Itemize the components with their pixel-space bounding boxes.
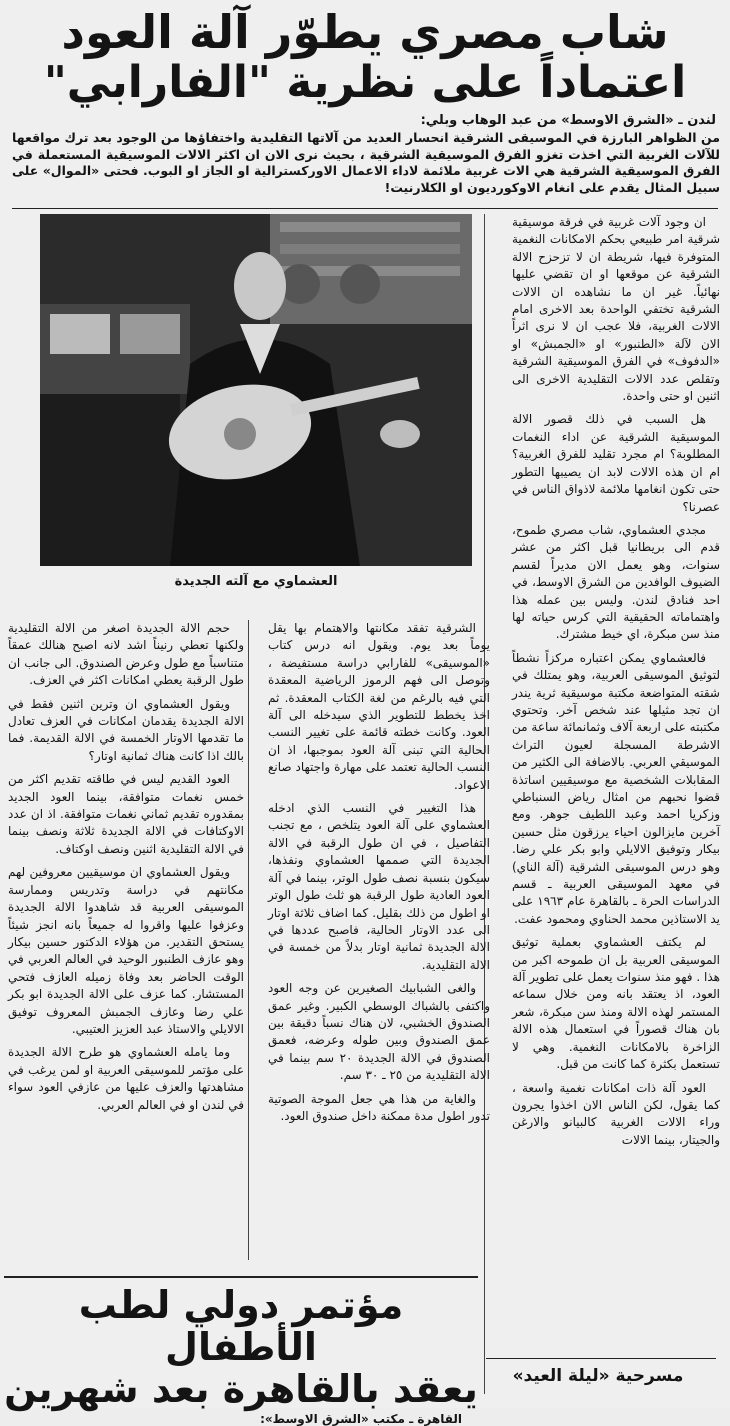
paragraph: وما يامله العشماوي هو طرح الالة الجديدة على مؤتمر للموسيقى العربية او لمن يرغب في مشاهدتها والعزف عليها من عازفي العود سواء في لندن او في العالم العربي.: [8, 1045, 244, 1112]
paragraph: فالعشماوي يمكن اعتباره مركزاً نشطاً لتوثيق الموسيقى العربية، وهو يمتلك في شقته المتواضعة مكتبة موسيقية ثرية يندر ان تجد مثيلها عند شخص آخر. وتحتوي مكتبته على اربعة آلاف وثمانمائة ساعة من الاشرطة المسجلة لعيون التراث الموسيقي العربي. بالاضافة الى الكثير من المقابلات الشخصية مع موسيقيين اساتذة قضوا نحبهم من امثال رياض السنباطي وزكريا احمد وعبد اللطيف جوهر. ومع آخرين مايزالون احياء يرزقون مثل حسين بيكار وتوفيق الالايلي وابو بكر علي رضا. وهو درس الموسيقى الشرقية (آلة الناي) في معهد الموسيقى العربية ـ قسم الدراسات الحرة ـ بالقاهرة عام ١٩٦٣ على يد الاستاذين محمد الحناوي ومحمود عفت.: [512, 650, 720, 926]
photo-caption: العشماوي مع آلته الجديدة: [174, 574, 338, 589]
paragraph: هل السبب في ذلك قصور الالة الموسيقية الشرقية عن اداء النغمات المطلوبة؟ ام مجرد تقليد للفرق الغربية؟ ام ان هذه الالات لابد ان يصيبها التطور حتى تكون انغامها ملائمة لاذواق الناس في عصرنا؟: [512, 412, 720, 514]
paragraph: مجدي العشماوي، شاب مصري طموح، قدم الى بريطانيا قبل اكثر من عشر سنوات، وهو يعمل الان مديراً لقسم الضيوف الوافدين من الشرق الاوسط، في احد فنادق لندن. وليس بين عمله هذا واهتماماته الحقيقية التي كرس حياته لها منذ سن مبكرة، اي خيط مشترك.: [512, 522, 720, 642]
paragraph: العود القديم ليس في طاقته تقديم اكثر من خمس نغمات متوافقة، بينما العود الجديد بمقدوره تقديم ثماني نغمات متوافقة. اذ ان عدد الاوكتافات في الالة الجديدة ثلاثة ونصف بينما في الالة التقليدية اثنين ونصف اوكتاف.: [8, 772, 244, 856]
dateline: لندن ـ «الشرق الاوسط» من عبد الوهاب وبلي:: [420, 113, 716, 128]
photo-illustration: [40, 214, 472, 566]
headline-line-1: شاب مصري يطوّر آلة العود: [61, 5, 669, 59]
column-middle: [268, 620, 490, 1260]
divider: [4, 1276, 478, 1278]
paragraph: ويقول العشماوي ان وترين اثنين فقط في الالة الجديدة يقدمان امكانات في العزف تعادل ما تقدمها الاوتار الخمسة في الالة القديمة. فما بالك اذا كانت هناك ثمانية اوتار؟: [8, 696, 244, 763]
paragraph: والغاية من هذا هي جعل الموجة الصوتية تدور اطول مدة ممكنة داخل صندوق العود.: [268, 1091, 490, 1123]
lead-paragraph: من الظواهر البارزة في الموسيقى الشرقية انحسار العديد من آلاتها التقليدية واختفاؤها من الوجود بعد ترك مواقعها للآلات الغربية التي اخذت تغزو الفرق الموسيقية الشرقية ، بحيث نرى الان ان اكثر الالات الموسيقية المستعملة في الفرق الموسيقية الشرقية هي الات غربية ملائمة لاداء الاعمال الاوركسترالية او الجاز او البوب. فحتى «الموال» على سبيل المثال يقدم على انغام الاوكورديون او الكلارنيت!: [12, 130, 720, 195]
second-story-headline-1: مؤتمر دولي لطب الأطفال: [78, 1283, 404, 1369]
column-left: [8, 620, 244, 1260]
headline-line-2: اعتماداً على نظرية "الفارابي": [43, 57, 687, 108]
second-story-dateline: القاهرة ـ مكتب «الشرق الاوسط»:: [260, 1412, 462, 1426]
column-rule: [248, 620, 249, 1260]
photo-man-with-oud: [40, 214, 472, 566]
paragraph: والغى الشبابيك الصغيرين عن وجه العود واكتفى بالشباك الوسطي الكبير. وغير عمق الصندوق الخشبي، لان هناك نسباً دقيقة بين عمق الصندوق وبين طوله وعرضه، فعمق الصندوق في الالة الجديدة ٢٠ سم بينما في الالة التقليدية من ٢٥ ـ ٣٠ سم.: [268, 981, 490, 1083]
paragraph: لم يكتف العشماوي بعملية توثيق الموسيقى العربية بل ان طموحه اكبر من هذا . فهو منذ سنوات يعمل على تطوير آلة العود، اذ يعتقد بانه ومن خلال سماعه المستمر لهذه الالة ومنذ سن مبكرة، شعر بان هناك قصوراً في استعمال هذه الالة الزاخرة بالامكانات النغمية. وهي لا تستعمل بكثرة كما كانت من قبل.: [512, 935, 720, 1072]
second-story: [4, 1283, 478, 1426]
paragraph: ويقول العشماوي ان موسيقيين معروفين لهم مكانتهم في دراسة وتدريس وممارسة الموسيقى العربية قد شاهدوا الالة الجديدة وعزفوا عليها واقروا له جميعاً بانه انجز شيئاً يستحق التقدير. من هؤلاء الدكتور حسين بيكار وهو عازف الطنبور الوحيد في العالم العربي في الوقت الحاضر بعد وفاة زميله العازف فتحي المستشار. كما عزف على الالة الجديدة ابو بكر علي رضا وعازف الجمبش المعروف توفيق الالايلي والاستاذ عبد العزيز العتيبي.: [8, 865, 244, 1036]
paragraph: الشرقية تفقد مكانتها والاهتمام بها يقل يوماً بعد يوم. ويقول انه درس كتاب «الموسيقى» للفارابي دراسة مستفيضة ، وتوصل الى فهم الرموز الرياضية المعقدة التي فيه بالرغم من لغة الكتاب المعقدة. ثم اخذ يخطط للتطوير الذي سيدخله الى آلة العود. وكانت خطته قائمة على تغيير النسب الحالية التي تبنى آلة العود بموجبها، اذ ان النسب الحالية تعتمد على مهارة واجتهاد صانع الاعواد.: [268, 621, 490, 792]
headline: [6, 6, 724, 110]
second-story-headline-2: يعقد بالقاهرة بعد شهرين: [4, 1367, 478, 1411]
paragraph: حجم الالة الجديدة اصغر من الالة التقليدية ولكنها تعطي رنيناً اشد لانه اصبح هنالك عمقاً متناسباً مع طول وعرض الصندوق. الى جانب ان طول الرقبة يعطي امكانات اكثر في العزف.: [8, 621, 244, 688]
column-right: [512, 214, 720, 1390]
divider: [486, 1358, 716, 1359]
paragraph: ان وجود آلات غربية في فرقة موسيقية شرقية امر طبيعي بحكم الامكانات النغمية المتوفرة فيها، شريطة ان لا تزحزح الالة الشرقية عن موقعها او ان تقضي عليها نهائياً. غير ان ما نشاهده ان الالات الشرقية تختفي الواحدة بعد الاخرى امام الالات الغربية، فلا عجب ان لا نرى اثراً الان لآلة «الطنبور» او «الجمبش» او «الدفوف» في الفرق الموسيقية الشرقية وتقلص عدد الالات التقليدية الاخرى الى اثنين او حتى واحدة.: [512, 215, 720, 404]
teaser-headline: مسرحية «ليلة العيد»: [512, 1366, 684, 1386]
paragraph: العود آلة ذات امكانات نغمية واسعة ، كما يقول، لكن الناس الان اخذوا يجرون وراء الالات الغربية كالبيانو والارغن والجيتار، بينما الالات: [512, 1080, 720, 1147]
paragraph: هذا التغيير في النسب الذي ادخله العشماوي على آلة العود يتلخص ، مع تجنب التفاصيل ، في ان طول الرقبة في الالة الجديدة التي صممها العشماوي ونفذها، سيكون بنسبة نصف طول الوتر، بينما في آلة العود العادية طول الرقبة هو ثلث طول الوتر او اطول من ذلك بقليل. كما اضاف ثلاثة اوتار الى عدد الاوتار الحالية، فاصبح عددها في الالة الجديدة ثمانية اوتار بدلاً من خمسة في الالة التقليدية.: [268, 801, 490, 972]
divider: [12, 208, 718, 209]
